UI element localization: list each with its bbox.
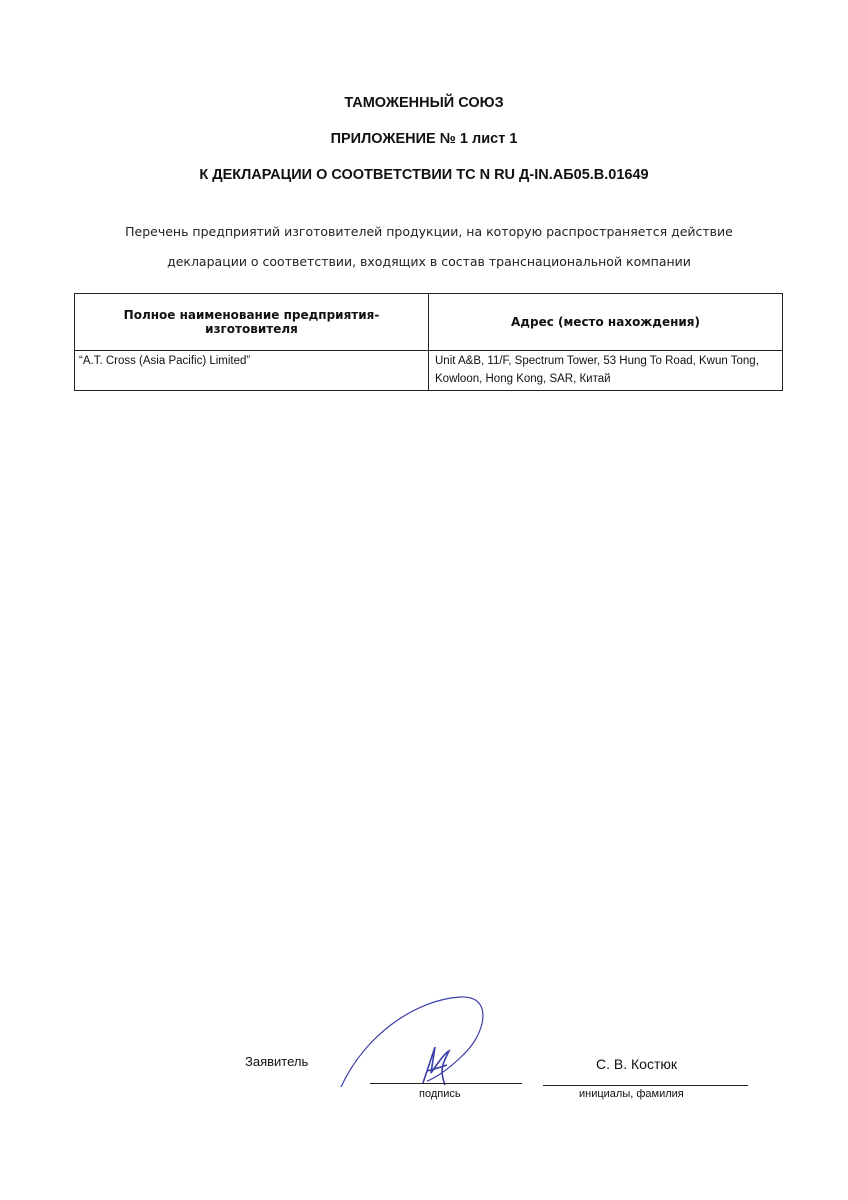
declaration-reference: К ДЕКЛАРАЦИИ О СООТВЕТСТВИИ ТС N RU Д-IN.АБ05.В.01649	[199, 167, 649, 183]
appendix-number: ПРИЛОЖЕНИЕ № 1 лист 1	[330, 131, 518, 147]
name-caption: инициалы, фамилия	[579, 1088, 684, 1100]
signature-stroke-loop	[341, 997, 483, 1087]
signature-line	[370, 1083, 522, 1084]
signature-caption: подпись	[419, 1088, 461, 1100]
manufacturers-table	[74, 293, 783, 391]
manufacturer-name-cell: “A.T. Cross (Asia Pacific) Limited”	[75, 351, 429, 391]
name-line	[543, 1085, 748, 1086]
manufacturer-address-cell: Unit A&B, 11/F, Spectrum Tower, 53 Hung To Road, Kwun Tong, Kowloon, Hong Kong, SAR, Китай	[429, 351, 783, 391]
signature-stroke-initial	[423, 1047, 449, 1085]
signer-name: С. В. Костюк	[596, 1056, 677, 1072]
intro-text-line-2: декларации о соответствии, входящих в состав транснациональной компании	[167, 254, 691, 269]
handwritten-signature	[335, 995, 495, 1095]
document-title: ТАМОЖЕННЫЙ СОЮЗ	[344, 95, 504, 111]
table-header-row	[75, 294, 783, 351]
column-header-name: Полное наименование предприятия-изготовителя	[75, 294, 429, 351]
intro-text-line-1: Перечень предприятий изготовителей продукции, на которую распространяется действие	[125, 224, 733, 239]
applicant-label: Заявитель	[245, 1054, 309, 1069]
table-row	[75, 351, 783, 391]
column-header-address: Адрес (место нахождения)	[429, 294, 783, 351]
